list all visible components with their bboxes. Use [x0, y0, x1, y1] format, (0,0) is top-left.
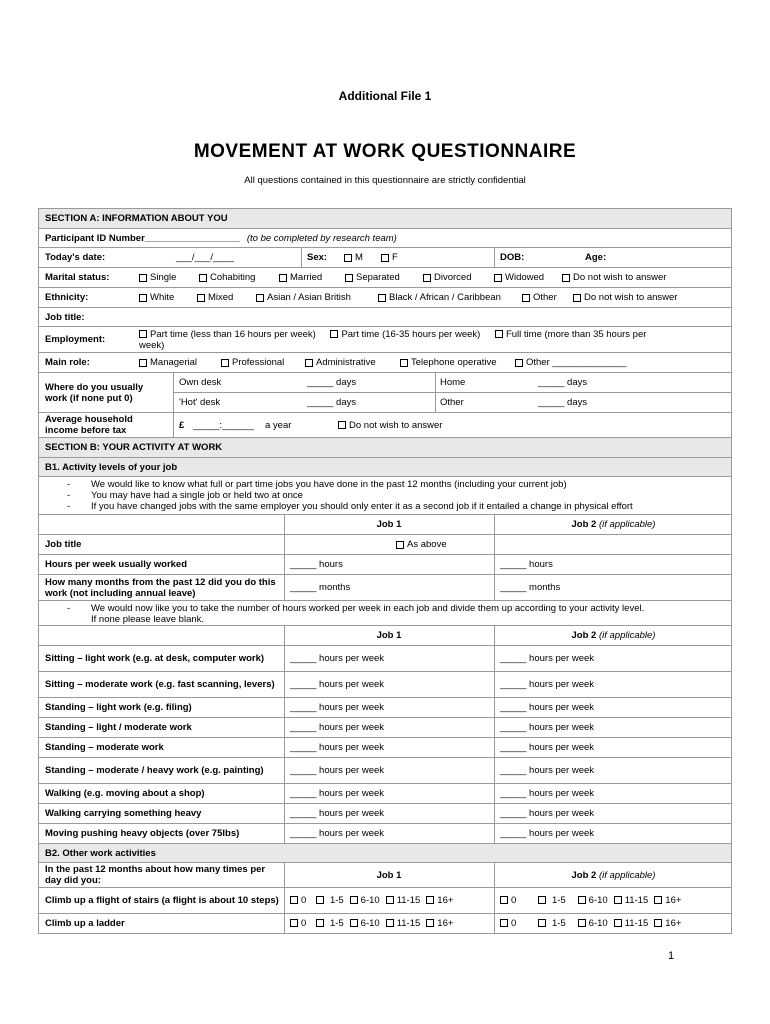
checkbox-icon[interactable]	[197, 294, 205, 302]
checkbox-icon[interactable]	[139, 359, 147, 367]
activity-label: Sitting – moderate work (e.g. fast scanning, levers)	[45, 679, 275, 690]
freq-option[interactable]: 11-15	[614, 918, 649, 929]
checkbox-icon[interactable]	[578, 919, 586, 927]
b2-question-row	[38, 863, 732, 888]
checkbox-icon[interactable]	[199, 274, 207, 282]
b2-item-row	[38, 888, 732, 914]
hours-row	[38, 555, 732, 575]
freq-option[interactable]: 6-10	[578, 918, 608, 929]
bullet-dash: -	[67, 490, 71, 501]
checkbox-icon[interactable]	[538, 919, 546, 927]
checkbox-icon[interactable]	[290, 919, 298, 927]
bullet-dash: -	[67, 603, 71, 614]
marital-status-label: Marital status:	[45, 272, 110, 283]
section-b-heading: SECTION B: YOUR ACTIVITY AT WORK	[45, 442, 223, 453]
freq-option[interactable]: 16+	[654, 895, 681, 906]
activity-label: Moving pushing heavy objects (over 75lbs)	[45, 828, 240, 839]
activity-row	[38, 698, 732, 718]
b2-heading-row	[38, 844, 732, 863]
freq-option[interactable]: 6-10	[350, 895, 380, 906]
job2-activity-hours[interactable]: _____ hours per week	[500, 653, 595, 664]
job1-frequency-options	[290, 888, 453, 913]
income-label: Average household income before tax	[45, 414, 133, 436]
freq-option[interactable]: 6-10	[350, 918, 380, 929]
activity-label: Walking carrying something heavy	[45, 808, 202, 819]
income-field[interactable]: _____:______	[193, 419, 254, 431]
freq-option[interactable]: 6-10	[578, 895, 608, 906]
participant-id-field[interactable]: Participant ID Number__________________	[45, 232, 240, 244]
checkbox-icon[interactable]	[573, 294, 581, 302]
job2-activity-hours[interactable]: _____ hours per week	[500, 742, 595, 753]
hours-label: Hours per week usually worked	[45, 559, 188, 570]
checkbox-icon[interactable]	[290, 896, 298, 904]
confidentiality-note: All questions contained in this questionnaire are strictly confidential	[244, 175, 526, 186]
work-location-row	[38, 373, 732, 413]
b2-item-label: Climb up a flight of stairs (a flight is about 10 steps)	[45, 895, 279, 906]
home-label: Home	[440, 377, 466, 388]
instruction-text: We would like to know what full or part time jobs you have done in the past 12 months (including your current job)	[91, 479, 567, 490]
checkbox-icon[interactable]	[396, 541, 404, 549]
marital-single[interactable]: Single	[139, 268, 176, 287]
job2-frequency-options	[500, 914, 681, 933]
freq-option[interactable]: 16+	[426, 895, 453, 906]
todays-date-field[interactable]: ___/___/____	[176, 252, 235, 263]
employment-full-time[interactable]: Full time (more than 35 hours per	[495, 329, 646, 340]
checkbox-icon[interactable]	[316, 919, 324, 927]
employment-part-time-low[interactable]: Part time (less than 16 hours per week)	[139, 329, 316, 340]
checkbox-icon[interactable]	[386, 919, 394, 927]
checkbox-icon[interactable]	[578, 896, 586, 904]
marital-status-row	[38, 268, 732, 288]
checkbox-icon[interactable]	[515, 359, 523, 367]
checkbox-icon[interactable]	[330, 330, 338, 338]
job2-hours-field[interactable]: _____ hours	[500, 559, 553, 570]
ethnicity-no-answer[interactable]: Do not wish to answer	[573, 288, 677, 307]
other-location-days[interactable]: _____ days	[538, 397, 588, 408]
checkbox-icon[interactable]	[139, 330, 147, 338]
ethnicity-mixed[interactable]: Mixed	[197, 288, 233, 307]
job2-header: Job 2 (if applicable)	[571, 519, 656, 530]
checkbox-icon[interactable]	[316, 896, 324, 904]
activity-label: Standing – moderate / heavy work (e.g. painting)	[45, 765, 264, 776]
role-managerial[interactable]: Managerial	[139, 353, 197, 372]
hot-desk-days[interactable]: _____ days	[307, 397, 357, 408]
b2-item-label: Climb up a ladder	[45, 918, 125, 929]
b1-heading: B1. Activity levels of your job	[45, 461, 178, 473]
participant-id-row	[38, 229, 732, 248]
b1-instructions	[38, 477, 732, 515]
job-columns-header-2	[38, 626, 732, 646]
b1-job-title-label: Job title	[45, 539, 82, 550]
instruction-text: If you have changed jobs with the same employer you should only enter it as a second job if it entailed a change in physical effort	[91, 501, 633, 512]
ethnicity-other[interactable]: Other	[522, 288, 557, 307]
activity-row	[38, 784, 732, 804]
job1-hours-field[interactable]: _____ hours	[290, 559, 343, 570]
instruction-text: You may have had a single job or held two at once	[91, 490, 303, 501]
checkbox-icon[interactable]	[654, 896, 662, 904]
participant-id-note: (to be completed by research team)	[246, 232, 397, 244]
job2-header: Job 2 (if applicable)	[571, 630, 656, 641]
checkbox-icon[interactable]	[522, 294, 530, 302]
checkbox-icon[interactable]	[562, 274, 570, 282]
job1-activity-hours[interactable]: _____ hours per week	[290, 653, 385, 664]
job2-months-field[interactable]: _____ months	[500, 582, 561, 593]
activity-row	[38, 646, 732, 672]
job1-activity-hours[interactable]: _____ hours per week	[290, 742, 385, 753]
job-title-label: Job title:	[45, 311, 85, 323]
checkbox-icon[interactable]	[350, 896, 358, 904]
job-columns-header-1	[38, 515, 732, 535]
activity-label: Sitting – light work (e.g. at desk, computer work)	[45, 653, 265, 664]
freq-option[interactable]: 16+	[426, 918, 453, 929]
checkbox-icon[interactable]	[500, 896, 508, 904]
activity-row	[38, 804, 732, 824]
job2-header: Job 2 (if applicable)	[571, 869, 656, 881]
freq-option[interactable]: 16+	[654, 918, 681, 929]
freq-option[interactable]: 0	[500, 918, 516, 929]
checkbox-icon[interactable]	[256, 294, 264, 302]
ethnicity-label: Ethnicity:	[45, 292, 89, 303]
checkbox-icon[interactable]	[221, 359, 229, 367]
role-telephone[interactable]: Telephone operative	[400, 353, 497, 372]
ethnicity-asian[interactable]: Asian / Asian British	[256, 288, 351, 307]
employment-wrap-text: week)	[139, 340, 165, 351]
bullet-dash: -	[67, 501, 71, 512]
job1-header: Job 1	[376, 519, 402, 530]
checkbox-icon[interactable]	[426, 896, 434, 904]
hot-desk-label: 'Hot' desk	[179, 397, 221, 408]
ethnicity-white[interactable]: White	[139, 288, 174, 307]
activity-label: Standing – light work (e.g. filing)	[45, 702, 192, 713]
date-sex-dob-row	[38, 248, 732, 268]
job2-activity-hours[interactable]: _____ hours per week	[500, 808, 595, 819]
checkbox-icon[interactable]	[423, 274, 431, 282]
marital-married[interactable]: Married	[279, 268, 322, 287]
section-a-heading: SECTION A: INFORMATION ABOUT YOU	[45, 213, 228, 224]
marital-cohabiting[interactable]: Cohabiting	[199, 268, 255, 287]
b1-job-title-row	[38, 535, 732, 555]
job1-header: Job 1	[376, 869, 402, 881]
activity-label: Standing – moderate work	[45, 742, 164, 753]
sex-option-f[interactable]: F	[381, 248, 398, 267]
income-row	[38, 413, 732, 438]
marital-no-answer[interactable]: Do not wish to answer	[562, 268, 666, 287]
job2-activity-hours[interactable]: _____ hours per week	[500, 765, 595, 776]
job1-activity-hours[interactable]: _____ hours per week	[290, 679, 385, 690]
job2-frequency-options	[500, 888, 681, 913]
additional-file-label: Additional File 1	[338, 89, 432, 103]
checkbox-icon[interactable]	[400, 359, 408, 367]
main-role-label: Main role:	[45, 357, 90, 368]
section-a-heading-row	[38, 208, 732, 229]
activity-row	[38, 718, 732, 738]
role-other[interactable]: Other ______________	[515, 353, 626, 372]
age-label: Age:	[585, 252, 607, 263]
checkbox-icon[interactable]	[305, 359, 313, 367]
b1-heading-row	[38, 458, 732, 477]
job1-activity-hours[interactable]: _____ hours per week	[290, 765, 385, 776]
other-location-label: Other	[440, 397, 464, 408]
freq-option[interactable]: 11-15	[386, 918, 421, 929]
job2-activity-hours[interactable]: _____ hours per week	[500, 702, 595, 713]
instruction-text: If none please leave blank.	[91, 614, 205, 625]
activity-label: Standing – light / moderate work	[45, 722, 192, 733]
job1-activity-hours[interactable]: _____ hours per week	[290, 702, 385, 713]
freq-option[interactable]: 1-5	[538, 918, 565, 929]
b2-heading: B2. Other work activities	[45, 847, 156, 859]
checkbox-icon[interactable]	[279, 274, 287, 282]
todays-date-label: Today's date:	[45, 252, 106, 263]
checkbox-icon[interactable]	[386, 896, 394, 904]
job1-activity-hours[interactable]: _____ hours per week	[290, 788, 385, 799]
checkbox-icon[interactable]	[338, 421, 346, 429]
employment-label: Employment:	[45, 334, 106, 345]
dob-label: DOB:	[500, 252, 525, 263]
checkbox-icon[interactable]	[378, 294, 386, 302]
main-role-row	[38, 353, 732, 373]
checkbox-icon[interactable]	[538, 896, 546, 904]
marital-separated[interactable]: Separated	[345, 268, 400, 287]
job1-months-field[interactable]: _____ months	[290, 582, 351, 593]
sex-label: Sex:	[307, 252, 328, 263]
freq-option[interactable]: 0	[290, 895, 306, 906]
ethnicity-black[interactable]: Black / African / Caribbean	[378, 288, 501, 307]
freq-option[interactable]: 1-5	[316, 895, 343, 906]
job2-activity-hours[interactable]: _____ hours per week	[500, 788, 595, 799]
freq-option[interactable]: 0	[290, 918, 306, 929]
marital-divorced[interactable]: Divorced	[423, 268, 472, 287]
own-desk-label: Own desk	[179, 377, 222, 388]
work-location-label: Where do you usually work (if none put 0)	[45, 381, 144, 404]
b1-instructions-2	[38, 601, 732, 626]
income-decline[interactable]: Do not wish to answer	[338, 413, 442, 437]
sex-option-m[interactable]: M	[344, 248, 363, 267]
job1-frequency-options	[290, 914, 453, 933]
b2-item-row	[38, 914, 732, 934]
checkbox-icon[interactable]	[345, 274, 353, 282]
b2-question: In the past 12 months about how many times per day did you:	[45, 864, 266, 886]
job2-activity-hours[interactable]: _____ hours per week	[500, 722, 595, 733]
job1-activity-hours[interactable]: _____ hours per week	[290, 722, 385, 733]
freq-option[interactable]: 1-5	[538, 895, 565, 906]
income-suffix: a year	[265, 419, 292, 431]
bullet-dash: -	[67, 479, 71, 490]
questionnaire-title: MOVEMENT AT WORK QUESTIONNAIRE	[193, 141, 577, 162]
role-administrative[interactable]: Administrative	[305, 353, 376, 372]
home-days[interactable]: _____ days	[538, 377, 588, 388]
activity-row	[38, 824, 732, 844]
own-desk-days[interactable]: _____ days	[307, 377, 357, 388]
job1-activity-hours[interactable]: _____ hours per week	[290, 808, 385, 819]
freq-option[interactable]: 11-15	[614, 895, 649, 906]
checkbox-icon[interactable]	[139, 294, 147, 302]
checkbox-icon[interactable]	[654, 919, 662, 927]
job-title-row	[38, 308, 732, 327]
employment-row	[38, 327, 732, 353]
checkbox-icon[interactable]	[614, 896, 622, 904]
page-number: 1	[668, 950, 675, 962]
activity-label: Walking (e.g. moving about a shop)	[45, 788, 205, 799]
marital-widowed[interactable]: Widowed	[494, 268, 544, 287]
checkbox-icon[interactable]	[494, 274, 502, 282]
months-label: How many months from the past 12 did you do this work (not including annual leave)	[45, 576, 276, 599]
activity-row	[38, 672, 732, 698]
role-professional[interactable]: Professional	[221, 353, 284, 372]
as-above-option[interactable]: As above	[396, 535, 447, 554]
checkbox-icon[interactable]	[344, 254, 352, 262]
section-b-heading-row	[38, 438, 732, 458]
job2-activity-hours[interactable]: _____ hours per week	[500, 828, 595, 839]
checkbox-icon[interactable]	[495, 330, 503, 338]
freq-option[interactable]: 0	[500, 895, 516, 906]
job2-activity-hours[interactable]: _____ hours per week	[500, 679, 595, 690]
job1-activity-hours[interactable]: _____ hours per week	[290, 828, 385, 839]
checkbox-icon[interactable]	[614, 919, 622, 927]
freq-option[interactable]: 1-5	[316, 918, 343, 929]
freq-option[interactable]: 11-15	[386, 895, 421, 906]
instruction-text: We would now like you to take the number of hours worked per week in each job and divide them up according to your activity level.	[91, 603, 645, 614]
employment-part-time-mid[interactable]: Part time (16-35 hours per week)	[330, 329, 480, 340]
checkbox-icon[interactable]	[350, 919, 358, 927]
job1-header: Job 1	[376, 630, 402, 641]
months-row	[38, 575, 732, 601]
checkbox-icon[interactable]	[426, 919, 434, 927]
ethnicity-row	[38, 288, 732, 308]
checkbox-icon[interactable]	[381, 254, 389, 262]
checkbox-icon[interactable]	[500, 919, 508, 927]
activity-row	[38, 758, 732, 784]
income-currency: £	[179, 419, 185, 431]
activity-row	[38, 738, 732, 758]
checkbox-icon[interactable]	[139, 274, 147, 282]
